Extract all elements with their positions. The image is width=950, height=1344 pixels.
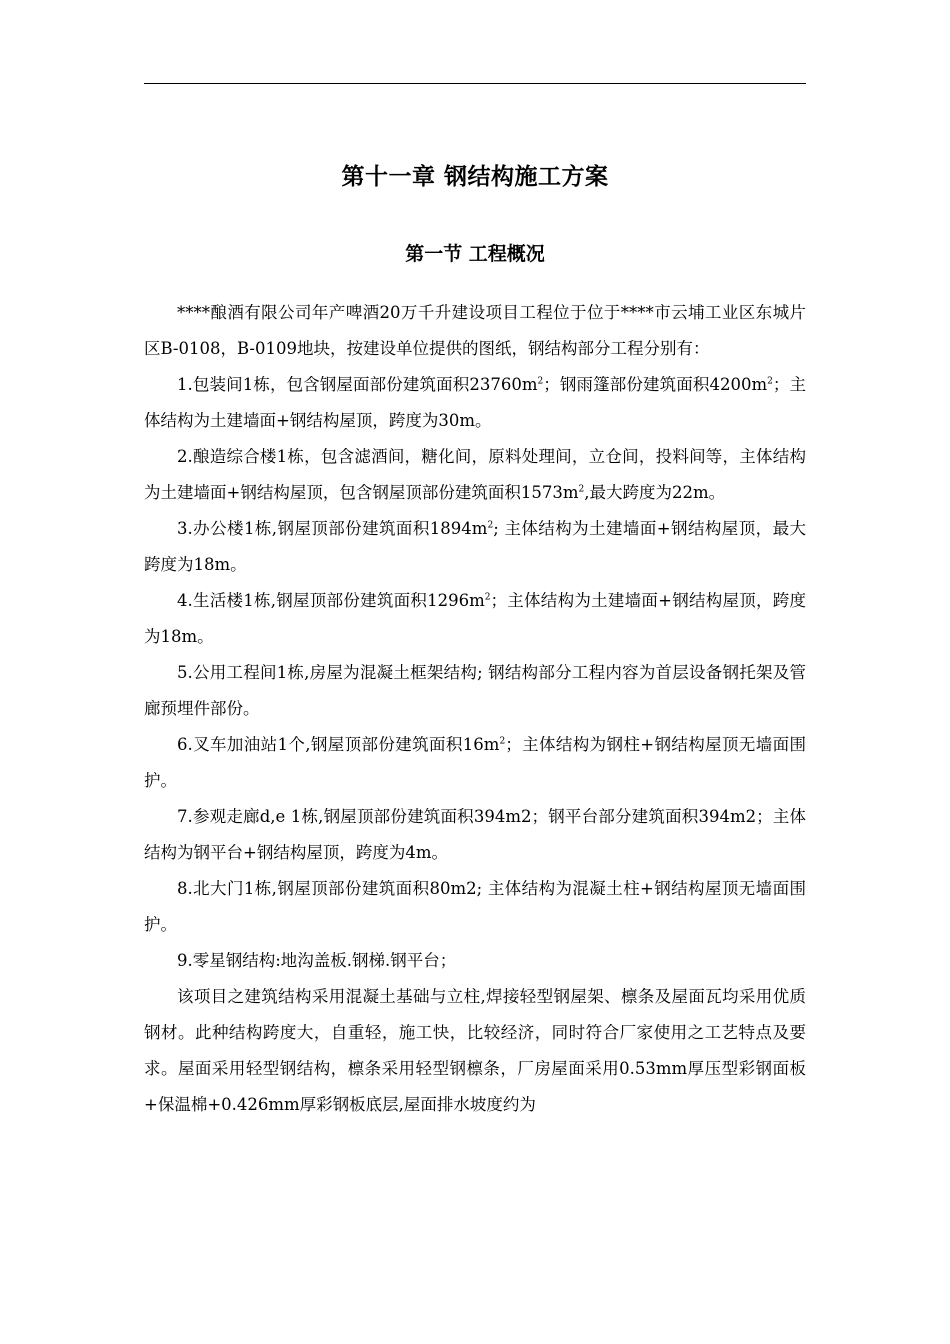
item-text: ; 主体结构为土建墙面+钢结构屋顶，最大跨度为18m。 — [144, 519, 806, 574]
item-text: 9.零星钢结构:地沟盖板.钢梯.钢平台； — [177, 951, 457, 970]
item-text: 1.包装间1栋，包含钢屋面部份建筑面积23760m — [177, 375, 538, 394]
body-text — [144, 295, 806, 1123]
superscript: 2 — [767, 376, 773, 387]
superscript: 2 — [484, 592, 491, 603]
item-text: 3.办公楼1栋,钢屋顶部份建筑面积1894m — [177, 519, 488, 538]
item-paragraph — [144, 871, 806, 943]
item-text: 5.公用工程间1栋,房屋为混凝土框架结构; 钢结构部分工程内容为首层设备钢托架及管廊预埋件部份。 — [144, 663, 806, 718]
item-paragraph — [144, 367, 806, 439]
item-paragraph — [144, 583, 806, 655]
item-text: 4.生活楼1栋,钢屋顶部份建筑面积1296m — [177, 591, 485, 610]
item-paragraph — [144, 799, 806, 871]
superscript: 2 — [578, 484, 585, 495]
item-text: 6.叉车加油站1个,钢屋顶部份建筑面积16m — [177, 735, 500, 754]
item-paragraph — [144, 439, 806, 511]
item-paragraph — [144, 943, 806, 979]
item-text: ；钢雨篷部份建筑面积4200m — [543, 375, 768, 394]
closing-paragraph: 该项目之建筑结构采用混凝土基础与立柱,焊接轻型钢屋架、檩条及屋面瓦均采用优质钢材。此种结构跨度大，自重轻，施工快，比较经济，同时符合厂家使用之工艺特点及要求。屋面采用轻型钢结构，檩条采用轻型钢檩条，厂房屋面采用0.53mm厚压型彩钢面板+保温棉+0.426mm厚彩钢板底层,屋面排水坡度约为 — [144, 987, 806, 1114]
item-text: 8.北大门1栋,钢屋顶部份建筑面积80m2; 主体结构为混凝土柱+钢结构屋顶无墙面围护。 — [144, 879, 806, 934]
section-title: 第一节 工程概况 — [405, 243, 545, 265]
intro-paragraph: ****酿酒有限公司年产啤酒20万千升建设项目工程位于位于****市云埔工业区东城片区B-0108，B-0109地块，按建设单位提供的图纸，钢结构部分工程分别有： — [144, 303, 806, 358]
chapter-title: 第十一章 钢结构施工方案 — [341, 163, 609, 190]
header-rule — [144, 83, 806, 84]
item-paragraph — [144, 727, 806, 799]
item-text: 2.酿造综合楼1栋，包含滤酒间，糖化间，原料处理间，立仓间，投料间等，主体结构为土建墙面+钢结构屋顶，包含钢屋顶部份建筑面积1573m — [144, 447, 806, 502]
item-text: ,最大跨度为22m。 — [584, 483, 726, 502]
superscript: 2 — [487, 520, 494, 531]
superscript: 2 — [537, 376, 544, 387]
item-text: ；主体结构为土建墙面+钢结构屋顶，跨度为18m。 — [144, 591, 806, 646]
item-paragraph — [144, 511, 806, 583]
item-paragraph — [144, 655, 806, 727]
item-text: ；主体结构为土建墙面+钢结构屋顶，跨度为30m。 — [144, 375, 806, 430]
item-text: 7.参观走廊d,e 1栋,钢屋顶部份建筑面积394m2；钢平台部分建筑面积394m2；主体结构为钢平台+钢结构屋顶，跨度为4m。 — [144, 807, 806, 862]
item-text: ；主体结构为钢柱+钢结构屋顶无墙面围护。 — [144, 735, 806, 790]
superscript: 2 — [499, 736, 506, 747]
